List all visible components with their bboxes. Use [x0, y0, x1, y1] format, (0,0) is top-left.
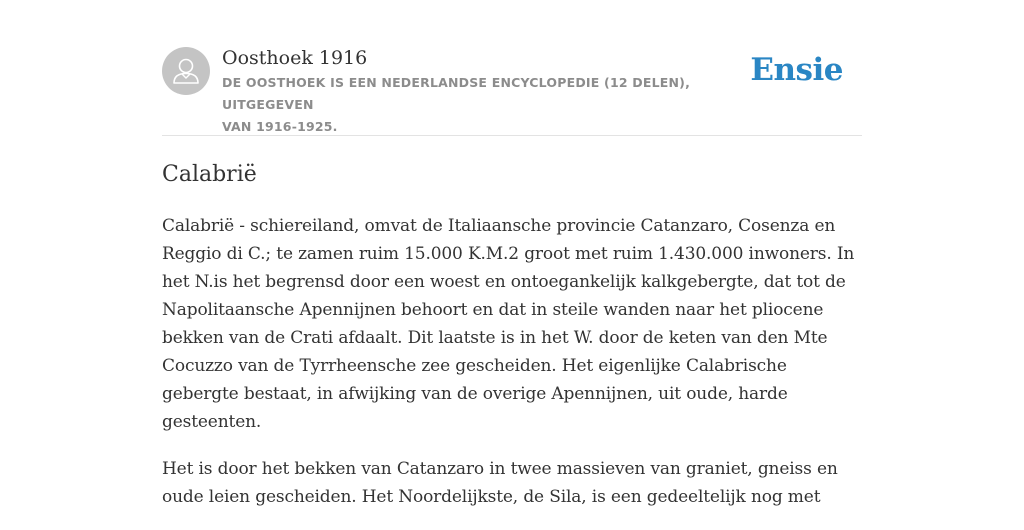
text-line: Het is door het bekken van Catanzaro in twee massieven van graniet, gneiss en — [162, 459, 838, 479]
ensie-logo[interactable]: Ensie — [750, 52, 843, 88]
article-body — [162, 212, 862, 530]
source-header — [162, 0, 862, 136]
text-line: Calabrië - schiereiland, omvat de Italiaansche provincie Catanzaro, Cosenza en — [162, 216, 836, 236]
text-line: Cocuzzo van de Tyrrheensche zee gescheiden. Het eigenlijke Calabrische — [162, 356, 787, 376]
source-description — [222, 72, 762, 138]
text-line: bekken van de Crati afdaalt. Dit laatste is in het W. door de keten van den Mte — [162, 328, 828, 348]
user-placeholder-icon — [162, 47, 210, 95]
article-title: Calabrië — [162, 162, 257, 187]
source-title[interactable]: Oosthoek 1916 — [222, 47, 368, 69]
article-paragraph — [162, 212, 862, 436]
source-description-line: VAN 1916-1925. — [222, 119, 338, 134]
page — [162, 0, 862, 507]
text-line: gesteenten. — [162, 412, 262, 432]
text-line: Napolitaansche Apennijnen behoort en dat in steile wanden naar het pliocene — [162, 300, 824, 320]
text-line: het N.is het begrensd door een woest en ontoegankelijk kalkgebergte, dat tot de — [162, 272, 846, 292]
text-line: oude leien gescheiden. Het Noordelijkste, de Sila, is een gedeeltelijk nog met — [162, 487, 821, 507]
text-line: Reggio di C.; te zamen ruim 15.000 K.M.2 groot met ruim 1.430.000 inwoners. In — [162, 244, 855, 264]
source-description-line: DE OOSTHOEK IS EEN NEDERLANDSE ENCYCLOPEDIE (12 DELEN), UITGEGEVEN — [222, 75, 691, 112]
avatar[interactable] — [162, 47, 210, 95]
text-line: gebergte bestaat, in afwijking van de overige Apennijnen, uit oude, harde — [162, 384, 788, 404]
article-paragraph — [162, 455, 862, 511]
